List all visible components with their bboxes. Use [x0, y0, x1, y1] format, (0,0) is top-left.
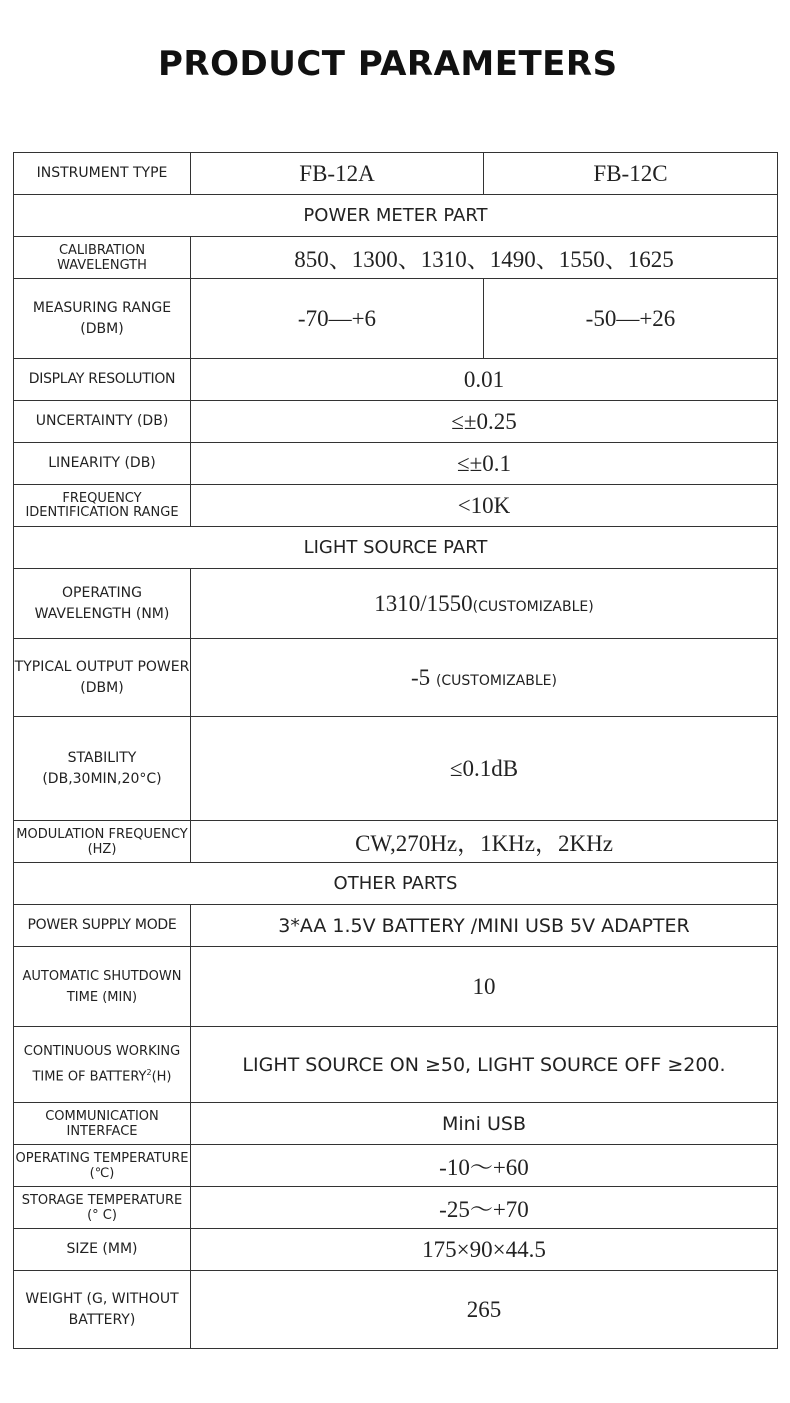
communication-value: Mini USB: [191, 1103, 778, 1145]
continuous-working-label-line2: TIME OF BATTERY: [32, 1069, 147, 1085]
table-row: [14, 821, 778, 863]
table-row: [14, 1187, 778, 1229]
section-power-meter: POWER METER PART: [14, 195, 778, 237]
display-resolution-value: 0.01: [191, 359, 778, 401]
weight-value: 265: [191, 1271, 778, 1349]
measuring-range-c-value: -50—+26: [484, 279, 778, 359]
row-label: TYPICAL OUTPUT POWER (DBM): [14, 639, 191, 717]
section-row: [14, 863, 778, 905]
storage-temperature-value: -25～+70: [191, 1187, 778, 1229]
model-fb-12a: FB-12A: [191, 153, 484, 195]
stability-value: ≤0.1dB: [191, 717, 778, 821]
power-supply-value: 3*AA 1.5V BATTERY /MINI USB 5V ADAPTER: [191, 905, 778, 947]
table-row: [14, 485, 778, 527]
row-label: LINEARITY (DB): [14, 443, 191, 485]
section-other-parts: OTHER PARTS: [14, 863, 778, 905]
continuous-working-label-line1: CONTINUOUS WORKING: [23, 1044, 181, 1060]
typical-output-power-value: [191, 639, 778, 717]
row-label: SIZE (MM): [14, 1229, 191, 1271]
row-label: FREQUENCY IDENTIFICATION RANGE: [14, 485, 191, 527]
parameters-table: [13, 152, 778, 1349]
size-value: 175×90×44.5: [191, 1229, 778, 1271]
row-label: OPERATING TEMPERATURE (℃): [14, 1145, 191, 1187]
table-row: [14, 569, 778, 639]
row-label: MODULATION FREQUENCY (HZ): [14, 821, 191, 863]
table-row: [14, 717, 778, 821]
table-row: [14, 947, 778, 1027]
table-row: [14, 443, 778, 485]
customizable-note: (CUSTOMIZABLE): [472, 598, 594, 615]
table-row: [14, 401, 778, 443]
row-label: AUTOMATIC SHUTDOWN TIME (MIN): [14, 947, 191, 1027]
continuous-working-label-suffix: (H): [151, 1069, 172, 1085]
table-row: [14, 639, 778, 717]
table-row: [14, 905, 778, 947]
page-title: PRODUCT PARAMETERS: [158, 44, 618, 84]
row-label: INSTRUMENT TYPE: [14, 153, 191, 195]
table-row: [14, 1145, 778, 1187]
row-label: STABILITY (DB,30MIN,20°C): [14, 717, 191, 821]
table-row: [14, 1271, 778, 1349]
operating-wavelength-value: [191, 569, 778, 639]
row-label: MEASURING RANGE (DBM): [14, 279, 191, 359]
frequency-identification-value: <10K: [191, 485, 778, 527]
table-row: [14, 1229, 778, 1271]
table-row: [14, 153, 778, 195]
uncertainty-value: ≤±0.25: [191, 401, 778, 443]
row-label: [14, 1027, 191, 1103]
row-label: STORAGE TEMPERATURE (° C): [14, 1187, 191, 1229]
section-light-source: LIGHT SOURCE PART: [14, 527, 778, 569]
continuous-working-value: LIGHT SOURCE ON ≥50, LIGHT SOURCE OFF ≥200.: [191, 1027, 778, 1103]
table-row: [14, 359, 778, 401]
table-row: [14, 1103, 778, 1145]
auto-shutdown-value: 10: [191, 947, 778, 1027]
row-label: COMMUNICATION INTERFACE: [14, 1103, 191, 1145]
operating-wavelength-number: 1310/1550: [374, 590, 473, 616]
calibration-wavelength-value: 850、1300、1310、1490、1550、1625: [191, 237, 778, 279]
model-fb-12c: FB-12C: [484, 153, 778, 195]
typical-output-power-number: -5: [411, 664, 431, 690]
measuring-range-a-value: -70—+6: [191, 279, 484, 359]
row-label: OPERATING WAVELENGTH (NM): [14, 569, 191, 639]
linearity-value: ≤±0.1: [191, 443, 778, 485]
row-label: CALIBRATION WAVELENGTH: [14, 237, 191, 279]
section-row: [14, 195, 778, 237]
row-label: WEIGHT (G, WITHOUT BATTERY): [14, 1271, 191, 1349]
footnote-marker: 2: [146, 1068, 152, 1078]
modulation-frequency-value: CW,270Hz，1KHz，2KHz: [191, 821, 778, 863]
table-row: [14, 279, 778, 359]
section-row: [14, 527, 778, 569]
row-label: UNCERTAINTY (DB): [14, 401, 191, 443]
customizable-note: (CUSTOMIZABLE): [435, 672, 557, 689]
table-row: [14, 1027, 778, 1103]
table-row: [14, 237, 778, 279]
row-label: POWER SUPPLY MODE: [14, 905, 191, 947]
row-label: DISPLAY RESOLUTION: [14, 359, 191, 401]
operating-temperature-value: -10～+60: [191, 1145, 778, 1187]
